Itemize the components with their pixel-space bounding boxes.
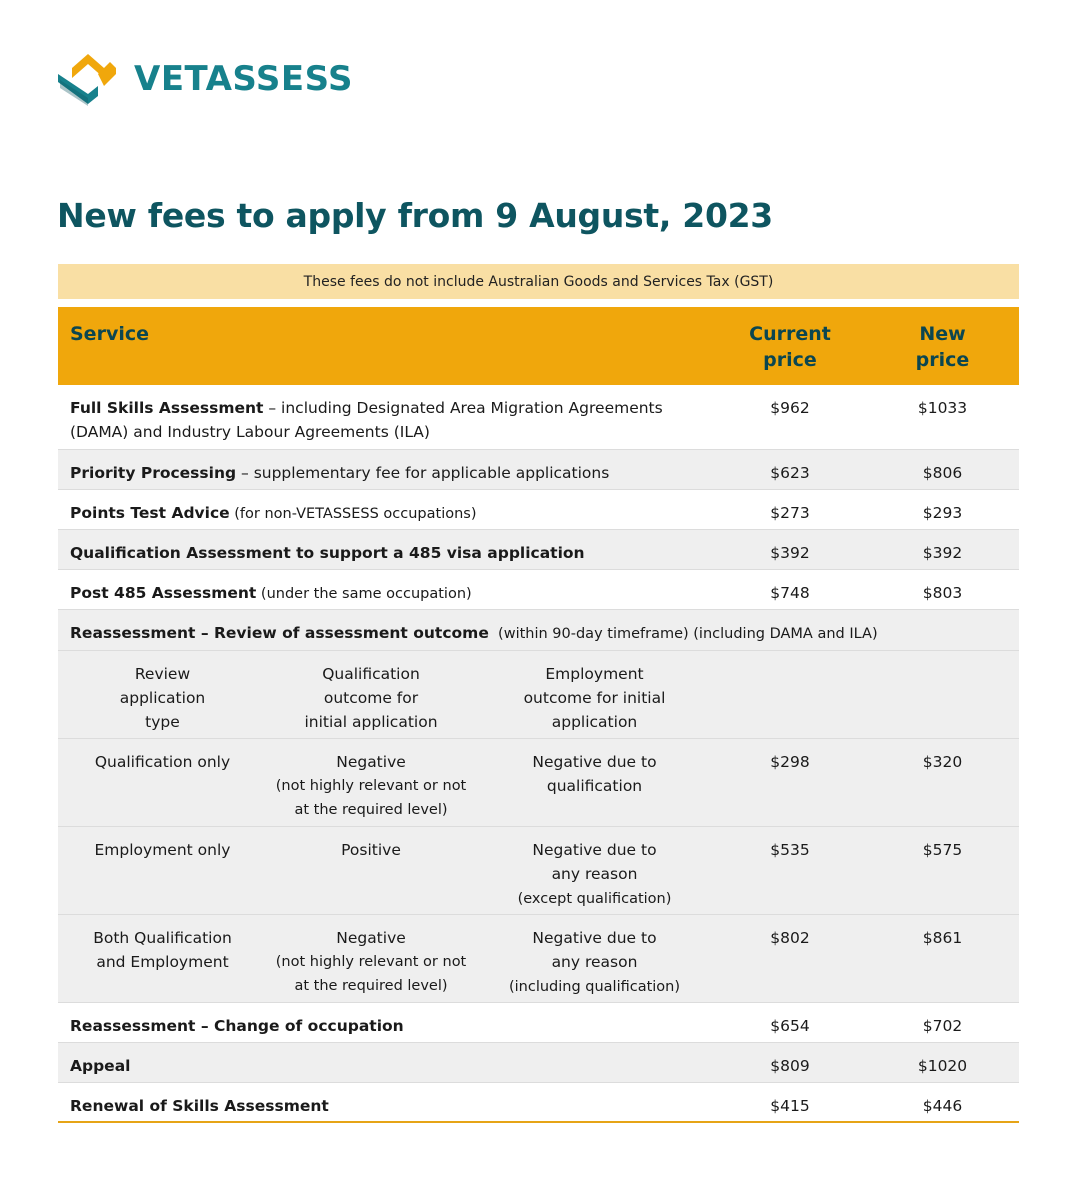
current-price-header-line2: price: [763, 349, 817, 371]
review-sub-row: [58, 914, 1019, 1002]
page-title: New fees to apply from 9 August, 2023: [57, 196, 773, 235]
service-name: Post 485 Assessment: [70, 583, 257, 602]
service-detail: (for non-VETASSESS occupations): [229, 505, 477, 522]
new-price: $806: [866, 449, 1019, 489]
service-name: Reassessment – Change of occupation: [70, 1016, 404, 1035]
employment-outcome: [475, 750, 714, 822]
service-cell: [58, 449, 714, 489]
service-cell: [58, 1082, 714, 1122]
new-price: $861: [866, 914, 1019, 1002]
reassessment-review-cell: [58, 609, 1019, 650]
review-sub-row: [58, 826, 1019, 914]
current-price: $809: [714, 1042, 866, 1082]
current-price: $962: [714, 385, 866, 449]
current-price: $535: [714, 826, 866, 914]
service-cell: [58, 1002, 714, 1042]
new-price: $575: [866, 826, 1019, 914]
qualification-outcome-note: (not highly relevant or not at the required level): [275, 953, 467, 994]
service-header: Service: [70, 323, 149, 345]
service-name: Renewal of Skills Assessment: [70, 1096, 329, 1115]
logo-wordmark: VETASSESS: [134, 59, 354, 99]
service-cell: [58, 385, 714, 449]
review-sub-cell: [58, 826, 714, 914]
review-type: Qualification only: [94, 752, 231, 771]
employment-outcome-note: (except qualification): [517, 890, 672, 907]
service-cell: [58, 1042, 714, 1082]
service-name: Reassessment – Review of assessment outcome: [70, 623, 489, 642]
review-subheader-row: [58, 650, 1019, 738]
review-sub-cell: [58, 914, 714, 1002]
fees-table: [58, 307, 1019, 1123]
service-detail: – supplementary fee for applicable applications: [236, 463, 610, 482]
service-name: Priority Processing: [70, 463, 237, 482]
review-type: Both Qualification and Employment: [93, 928, 232, 971]
qualification-outcome-note: (not highly relevant or not at the required level): [275, 777, 467, 818]
table-row: [58, 1042, 1019, 1082]
service-cell: [58, 529, 714, 569]
qualification-outcome: [267, 838, 475, 911]
qualification-outcome-value: Positive: [341, 840, 401, 859]
current-price: $623: [714, 449, 866, 489]
employment-outcome: [475, 926, 714, 999]
table-row: [58, 449, 1019, 489]
service-detail: – including Designated Area Migration Agreements (DAMA) and Industry Labour Agreements (ILA): [70, 399, 663, 441]
current-price: $748: [714, 569, 866, 609]
current-price-header: [714, 307, 866, 385]
reassessment-review-row: [58, 609, 1019, 650]
qualification-outcome: [267, 750, 475, 822]
qualification-outcome-header: Qualification outcome for initial application: [304, 664, 438, 731]
table-row: [58, 1082, 1019, 1122]
current-price: $298: [714, 738, 866, 826]
service-cell: [58, 569, 714, 609]
review-type: Employment only: [94, 840, 231, 859]
service-name: Full Skills Assessment: [70, 399, 264, 417]
table-row: [58, 1002, 1019, 1042]
current-price: $392: [714, 529, 866, 569]
service-name: Points Test Advice: [70, 503, 230, 522]
current-price-header-line1: Current: [749, 323, 831, 345]
review-subheader-cell: [58, 650, 1019, 738]
review-type-header: Review application type: [119, 664, 206, 731]
employment-outcome: [475, 838, 714, 911]
service-detail: (under the same occupation): [256, 585, 472, 602]
current-price: $415: [714, 1082, 866, 1122]
employment-outcome-value: Negative due to qualification: [532, 752, 657, 795]
vetassess-logo: [58, 52, 353, 106]
review-sub-cell: [58, 738, 714, 826]
employment-outcome-note: (including qualification): [508, 978, 681, 995]
new-price: $1020: [866, 1042, 1019, 1082]
qualification-outcome: [267, 926, 475, 999]
new-price: $392: [866, 529, 1019, 569]
table-row: [58, 569, 1019, 609]
service-detail: (within 90-day timeframe) (including DAMA and ILA): [488, 625, 878, 642]
table-header-row: [58, 307, 1019, 385]
service-name: Qualification Assessment to support a 485 visa application: [70, 543, 585, 562]
current-price: $654: [714, 1002, 866, 1042]
new-price-header: [866, 307, 1019, 385]
new-price-header-line1: New: [919, 323, 966, 345]
service-name: Appeal: [70, 1056, 131, 1075]
new-price: $702: [866, 1002, 1019, 1042]
table-row: [58, 529, 1019, 569]
current-price: $273: [714, 489, 866, 529]
employment-outcome-value: Negative due to any reason: [532, 928, 657, 971]
new-price: $1033: [866, 385, 1019, 449]
review-sub-row: [58, 738, 1019, 826]
employment-outcome-value: Negative due to any reason: [532, 840, 657, 883]
new-price-header-line2: price: [915, 349, 970, 371]
table-row: [58, 489, 1019, 529]
gst-note: These fees do not include Australian Goods and Services Tax (GST): [58, 264, 1019, 299]
service-cell: [58, 489, 714, 529]
new-price: $803: [866, 569, 1019, 609]
current-price: $802: [714, 914, 866, 1002]
qualification-outcome-value: Negative: [336, 928, 406, 947]
vetassess-logo-icon: [58, 52, 116, 106]
qualification-outcome-value: Negative: [336, 752, 406, 771]
new-price: $293: [866, 489, 1019, 529]
new-price: $446: [866, 1082, 1019, 1122]
employment-outcome-header: Employment outcome for initial application: [523, 664, 666, 731]
new-price: $320: [866, 738, 1019, 826]
table-row: [58, 385, 1019, 449]
